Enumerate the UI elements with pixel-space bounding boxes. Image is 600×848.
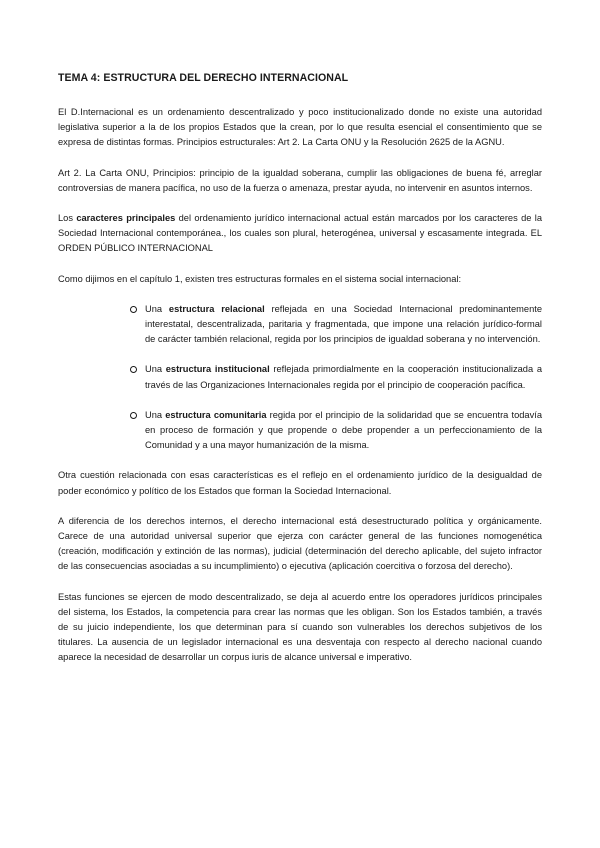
paragraph-destructured: A diferencia de los derechos internos, el derecho internacional está desestructurado política y orgánicamente. Carece de una autoridad universal superior que ejerza con carácter general de las funciones nomogenética (creación, modificación y extinción de las normas), judicial (determinación del derecho aplicable, del sujeto infractor de las consecuencias asociadas a su incumplimiento) o ejecutiva (aplicación coercitiva o forzosa del derecho). <box>58 515 542 572</box>
text-run: reflejada primordialmente en la cooperación institucionalizada a través de las Organizaciones Internacionales regida por el principio de cooperación pacífica. <box>145 364 542 390</box>
circle-bullet-icon <box>130 412 137 419</box>
bold-term: estructura institucional <box>165 364 270 375</box>
paragraph-inequality: Otra cuestión relacionada con esas características es el reflejo en el ordenamiento jurídico de la desigualdad de poder económico y político de los Estados que forman la Sociedad Internacional. <box>58 470 542 496</box>
paragraph-intro: El D.Internacional es un ordenamiento descentralizado y poco institucionalizado donde no existe una autoridad legislativa superior a la de los propios Estados que la crean, por lo que resulta esencial el consentimiento que se expresa de distintas formas. Principios estructurales: Art 2. La Carta ONU y la Resolución 2625 de la AGNU. <box>58 107 542 148</box>
list-item <box>58 408 542 454</box>
structures-list <box>58 302 542 454</box>
bold-term: caracteres principales <box>76 213 176 224</box>
text-run: Una <box>145 364 166 375</box>
paragraph-structures-intro: Como dijimos en el capítulo 1, existen tres estructuras formales en el sistema social internacional: <box>58 273 462 284</box>
bold-term: estructura relacional <box>168 303 265 314</box>
paragraph-characters <box>58 211 542 257</box>
list-item <box>58 302 542 348</box>
text-run: reflejada en una Sociedad Internacional predominantemente interestatal, descentralizada, paritaria y fragmentada, que impone una relación jurídico-formal de carácter también relacional, regida por los principios de igualdad soberana y no intervención. <box>145 303 542 345</box>
document-title: TEMA 4: ESTRUCTURA DEL DERECHO INTERNACIONAL <box>58 72 349 84</box>
paragraph-principles: Art 2. La Carta ONU, Principios: principio de la igualdad soberana, cumplir las obligaciones de buena fé, arreglar controversias de manera pacífica, no uso de la fuerza o amenaza, prestar ayuda, no intervenir en asuntos internos. <box>58 167 542 193</box>
text-run: Los <box>58 213 77 224</box>
text-run: regida por el principio de la solidaridad que se encuentra todavía en proceso de formación y que propende o debe propender a un perfeccionamiento de la Comunidad y a una mayor humanización de la misma. <box>145 409 542 451</box>
paragraph-decentralized-functions: Estas funciones se ejercen de modo descentralizado, se deja al acuerdo entre los operadores jurídicos principales del sistema, los Estados, la competencia para crear las normas que les obligan. Son los Estados también, a través de su juicio independiente, los que determinan para sí cuando son vulnerables los derechos subjetivos de los titulares. La ausencia de un legislador internacional es una desventaja con respecto al derecho nacional cuando aparece la necesidad de desarrollar un corpus iuris de alcance universal e imperativo. <box>58 591 542 663</box>
text-run: del ordenamiento jurídico internacional actual están marcados por los caracteres de la Sociedad Internacional contemporánea., los cuales son plural, heterogénea, universal y escasamente integrada. EL ORDEN PÚBLICO INTERNACIONAL <box>58 213 542 254</box>
circle-bullet-icon <box>130 366 137 373</box>
list-item <box>58 362 542 392</box>
bold-term: estructura comunitaria <box>165 409 267 420</box>
text-run: Una <box>145 409 166 420</box>
text-run: Una <box>145 303 169 314</box>
circle-bullet-icon <box>130 306 137 313</box>
